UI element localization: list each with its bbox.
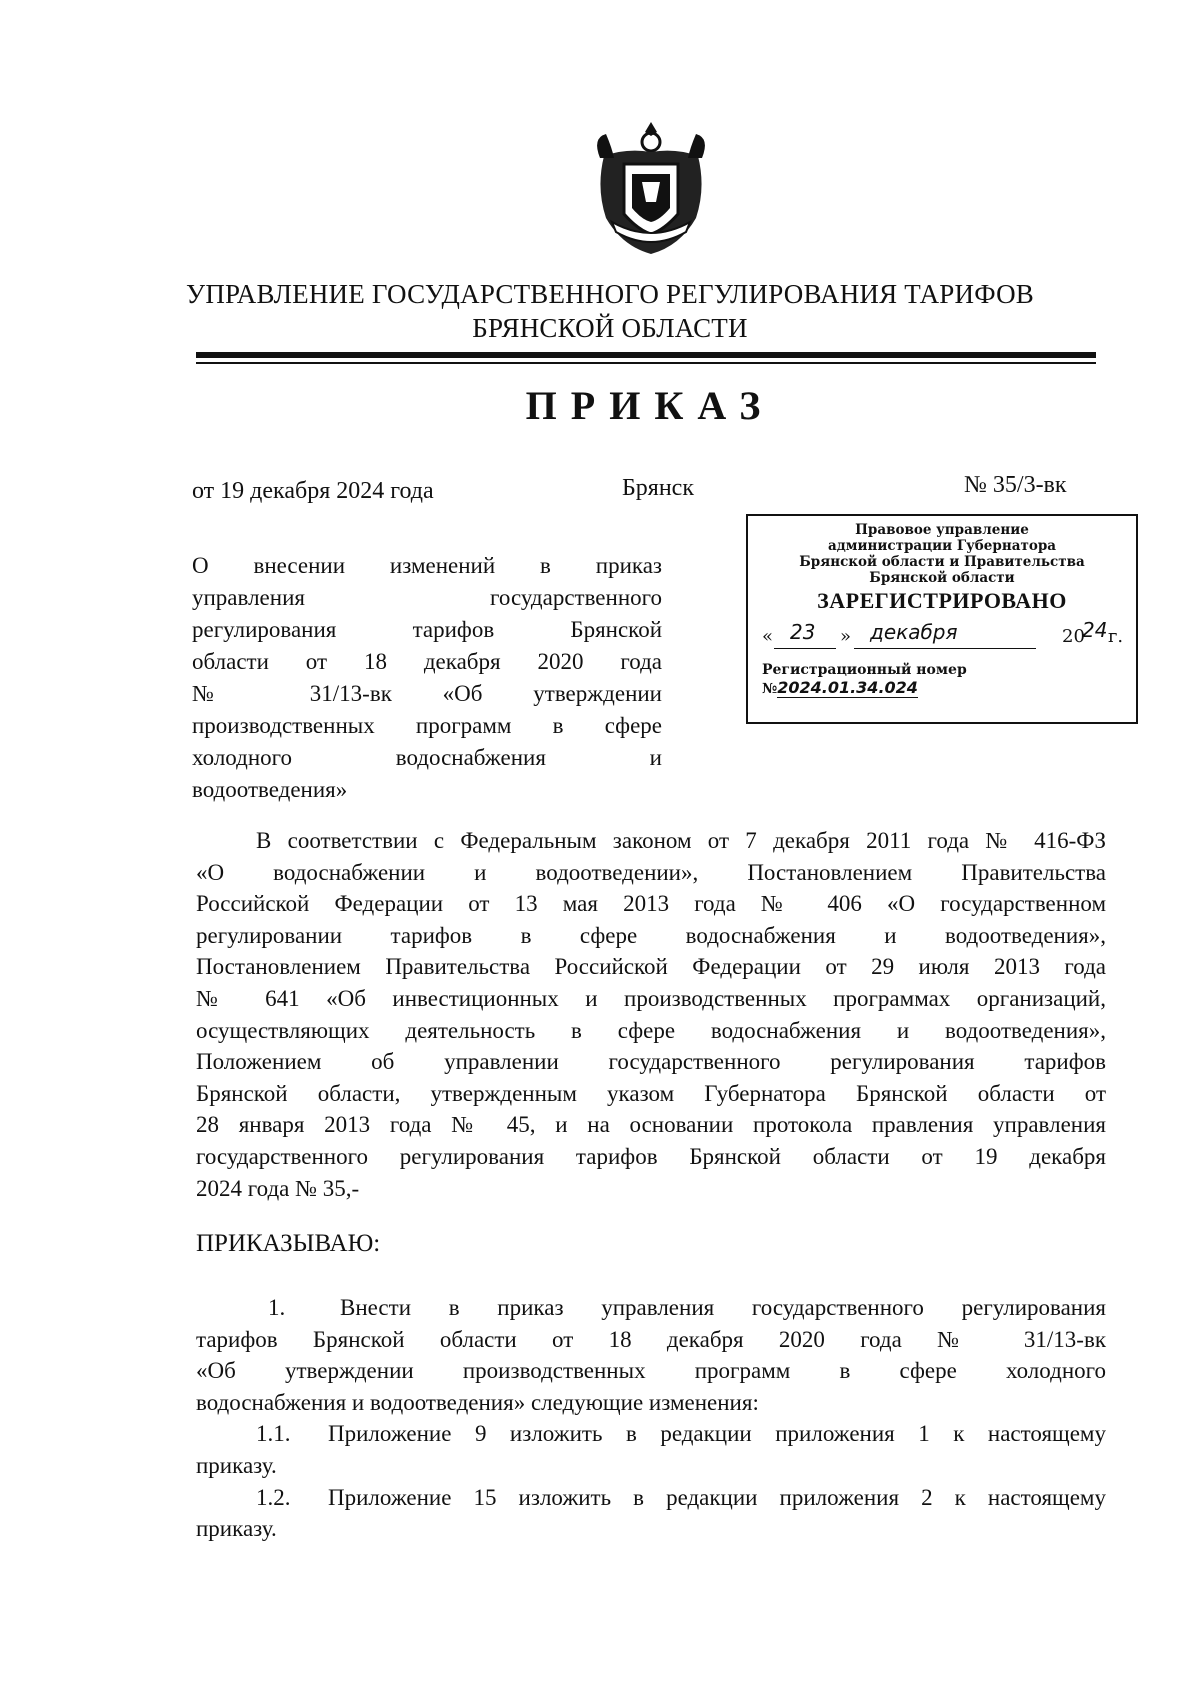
subject-line: производственных программ в сфере (192, 713, 662, 738)
stamp-month: декабря (870, 620, 958, 644)
order-number: № 35/3-вк (964, 472, 1067, 498)
subject-line: области от 18 декабря 2020 года (192, 649, 662, 674)
stamp-line: Брянской области и Правительства (799, 554, 1085, 570)
subject-line: холодного водоснабжения и (192, 745, 662, 770)
preamble-line: регулировании тарифов в сфере водоснабжения и водоотведения», (196, 922, 1106, 948)
item-text: Приложение 9 изложить в редакции приложения 1 к настоящему (328, 1421, 1106, 1447)
item-line: тарифов Брянской области от 18 декабря 2020 года № 31/13-вк (196, 1326, 1106, 1352)
subject-line: О внесении изменений в приказ (192, 553, 662, 578)
item-number: 1.2. (256, 1484, 291, 1510)
item-text: Внести в приказ управления государственного регулирования (340, 1295, 1106, 1320)
preamble-line: № 641 «Об инвестиционных и производственных программах организаций, (196, 985, 1106, 1011)
preamble-line: Положением об управлении государственного регулирования тарифов (196, 1049, 1106, 1075)
item-1-1-first-line (196, 1418, 1106, 1450)
item-line: приказу. (196, 1452, 277, 1478)
order-date: от 19 декабря 2024 года (192, 478, 434, 504)
registration-stamp (746, 514, 1138, 724)
document-type-title: ПРИКАЗ (525, 383, 775, 428)
preamble-paragraph (196, 825, 1106, 1204)
stamp-line: Правовое управление (855, 522, 1029, 538)
header-divider-thick (196, 352, 1096, 358)
org-name-line1: УПРАВЛЕНИЕ ГОСУДАРСТВЕННОГО РЕГУЛИРОВАНИЯ ТАРИФОВ (186, 279, 1034, 309)
item-number: 1.1. (256, 1421, 291, 1447)
item-number: 1. (268, 1295, 286, 1320)
item-1-2-first-line (196, 1482, 1106, 1514)
order-city: Брянск (622, 475, 694, 501)
org-name-line2: БРЯНСКОЙ ОБЛАСТИ (472, 313, 748, 343)
preamble-line: «О водоснабжении и водоотведении», Постановлением Правительства (196, 859, 1106, 885)
preamble-line: Брянской области, утвержденным указом Губернатора Брянской области от (196, 1080, 1106, 1106)
header-divider-thin (196, 362, 1096, 364)
preamble-line: Постановлением Правительства Российской Федерации от 29 июля 2013 года (196, 954, 1106, 980)
preamble-line: 2024 года № 35,- (196, 1175, 360, 1201)
item-line: приказу. (196, 1516, 277, 1542)
order-directive: ПРИКАЗЫВАЮ: (196, 1230, 381, 1257)
stamp-status: ЗАРЕГИСТРИРОВАНО (817, 588, 1067, 613)
subject-line: управления государственного (192, 585, 662, 610)
preamble-line: 28 января 2013 года № 45, и на основании протокола правления управления (196, 1112, 1106, 1138)
subject-line: водоотведения» (192, 777, 348, 802)
preamble-line: государственного регулирования тарифов Брянской области от 19 декабря (196, 1143, 1106, 1169)
item-1-first-line (196, 1292, 1106, 1324)
item-text: Приложение 15 изложить в редакции приложения 2 к настоящему (328, 1484, 1106, 1510)
order-subject (192, 550, 662, 806)
stamp-line: администрации Губернатора (827, 538, 1057, 554)
stamp-date-row: « 23 » декабря 20 24 г. (762, 618, 1124, 647)
order-items (196, 1292, 1106, 1545)
stamp-day: 23 (790, 620, 816, 644)
preamble-line: В соответствии с Федеральным законом от 7 декабря 2011 года № 416-ФЗ (256, 828, 1106, 853)
stamp-year: 24 (1082, 618, 1108, 642)
item-line: «Об утверждении производственных программ в сфере холодного (196, 1358, 1106, 1384)
stamp-regno: 2024.01.34.024 (777, 678, 918, 697)
stamp-regno-row (762, 662, 1126, 697)
stamp-line: Брянской области (869, 570, 1015, 586)
coat-of-arms-icon (592, 118, 710, 258)
preamble-line: осуществляющих деятельность в сфере водоснабжения и водоотведения», (196, 1017, 1106, 1043)
subject-line: № 31/13-вк «Об утверждении (192, 681, 662, 706)
subject-line: регулирования тарифов Брянской (192, 617, 662, 642)
item-line: водоснабжения и водоотведения» следующие изменения: (196, 1389, 759, 1415)
stamp-year-prefix: 20 (1062, 626, 1085, 647)
stamp-regno-label: Регистрационный номер № (762, 662, 967, 697)
stamp-year-suffix: г. (1108, 626, 1124, 647)
preamble-line: Российской Федерации от 13 мая 2013 года № 406 «О государственном (196, 891, 1106, 917)
